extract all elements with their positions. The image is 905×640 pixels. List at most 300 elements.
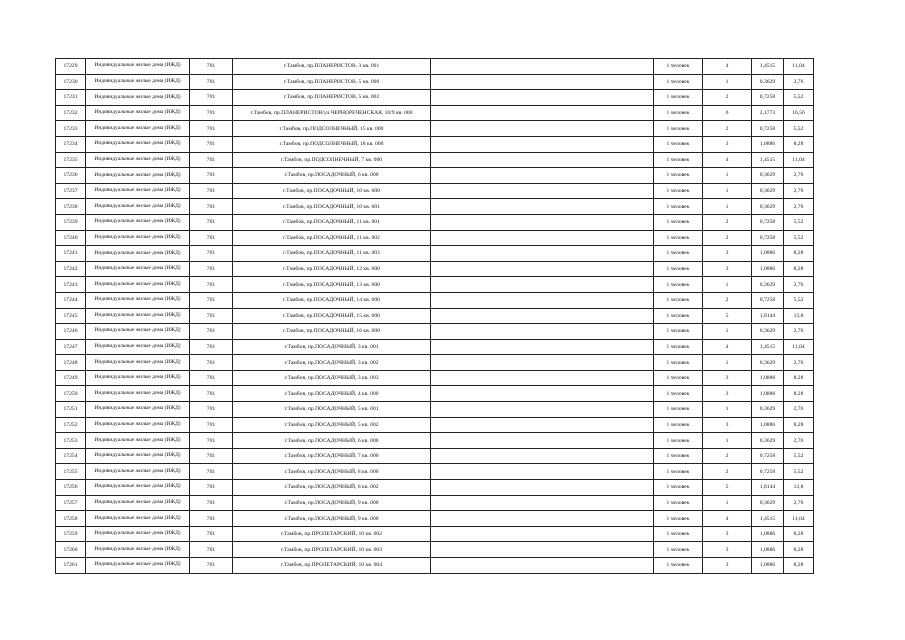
cell-code: 701 bbox=[190, 324, 233, 340]
cell-resident-count: 4 bbox=[703, 339, 752, 355]
cell-unit: 1 человек bbox=[654, 277, 703, 293]
cell-address: г.Тамбов, пр.ПОСАДОЧНЫЙ, 10 кв. 001 bbox=[233, 199, 431, 215]
cell-code: 701 bbox=[190, 495, 233, 511]
cell-address: г.Тамбов, пр.ПОСАДОЧНЫЙ, 11 кв. 003 bbox=[233, 246, 431, 262]
table-row bbox=[56, 433, 814, 449]
cell-volume: 11,04 bbox=[784, 152, 814, 168]
cell-volume: 5,52 bbox=[784, 121, 814, 137]
table-row bbox=[56, 480, 814, 496]
cell-record-id: 17242 bbox=[56, 261, 86, 277]
cell-volume: 11,04 bbox=[784, 339, 814, 355]
cell-unit: 1 человек bbox=[654, 74, 703, 90]
cell-volume: 13,8 bbox=[784, 480, 814, 496]
cell-property-type: Индивидуальные жилые дома (ИЖД) bbox=[86, 308, 190, 324]
cell-record-id: 17251 bbox=[56, 402, 86, 418]
cell-volume: 2,76 bbox=[784, 433, 814, 449]
cell-volume: 2,76 bbox=[784, 199, 814, 215]
cell-empty bbox=[431, 558, 654, 574]
cell-empty bbox=[431, 464, 654, 480]
cell-volume: 2,76 bbox=[784, 183, 814, 199]
cell-coefficient: 0,7258 bbox=[752, 90, 784, 106]
cell-record-id: 17259 bbox=[56, 526, 86, 542]
cell-empty bbox=[431, 230, 654, 246]
cell-unit: 1 человек bbox=[654, 324, 703, 340]
table-row bbox=[56, 90, 814, 106]
cell-property-type: Индивидуальные жилые дома (ИЖД) bbox=[86, 277, 190, 293]
cell-address: г.Тамбов, пр.ПОСАДОЧНЫЙ, 15 кв. 000 bbox=[233, 308, 431, 324]
table-row bbox=[56, 370, 814, 386]
table-row bbox=[56, 105, 814, 121]
cell-coefficient: 1,0886 bbox=[752, 370, 784, 386]
table-row bbox=[56, 308, 814, 324]
cell-code: 701 bbox=[190, 417, 233, 433]
cell-resident-count: 1 bbox=[703, 495, 752, 511]
cell-coefficient: 1,4515 bbox=[752, 511, 784, 527]
cell-property-type: Индивидуальные жилые дома (ИЖД) bbox=[86, 90, 190, 106]
table-row bbox=[56, 74, 814, 90]
cell-volume: 5,52 bbox=[784, 448, 814, 464]
table-row bbox=[56, 417, 814, 433]
cell-property-type: Индивидуальные жилые дома (ИЖД) bbox=[86, 152, 190, 168]
cell-coefficient: 1,4515 bbox=[752, 152, 784, 168]
cell-code: 701 bbox=[190, 464, 233, 480]
cell-record-id: 17252 bbox=[56, 417, 86, 433]
cell-coefficient: 0,7258 bbox=[752, 121, 784, 137]
cell-resident-count: 2 bbox=[703, 121, 752, 137]
table-row bbox=[56, 558, 814, 574]
cell-unit: 1 человек bbox=[654, 511, 703, 527]
cell-code: 701 bbox=[190, 136, 233, 152]
cell-resident-count: 3 bbox=[703, 246, 752, 262]
cell-coefficient: 1,0886 bbox=[752, 261, 784, 277]
cell-empty bbox=[431, 324, 654, 340]
cell-empty bbox=[431, 277, 654, 293]
cell-address: г.Тамбов, пр.ПЛАНЕРИСТОВ/ул.ЧЕРНОРЕЧЕНСКАЯ, 10/9 кв. 000 bbox=[233, 105, 431, 121]
cell-coefficient: 1,0886 bbox=[752, 417, 784, 433]
cell-code: 701 bbox=[190, 183, 233, 199]
cell-empty bbox=[431, 59, 654, 75]
cell-coefficient: 0,3629 bbox=[752, 199, 784, 215]
cell-resident-count: 3 bbox=[703, 136, 752, 152]
cell-resident-count: 3 bbox=[703, 417, 752, 433]
cell-code: 701 bbox=[190, 74, 233, 90]
cell-record-id: 17254 bbox=[56, 448, 86, 464]
cell-unit: 1 человек bbox=[654, 136, 703, 152]
cell-property-type: Индивидуальные жилые дома (ИЖД) bbox=[86, 199, 190, 215]
cell-record-id: 17232 bbox=[56, 105, 86, 121]
cell-address: г.Тамбов, пр.ПОСАДОЧНЫЙ, 9 кв. 000 bbox=[233, 511, 431, 527]
table-row bbox=[56, 386, 814, 402]
cell-volume: 16,56 bbox=[784, 105, 814, 121]
cell-empty bbox=[431, 261, 654, 277]
cell-resident-count: 1 bbox=[703, 355, 752, 371]
cell-empty bbox=[431, 355, 654, 371]
cell-empty bbox=[431, 105, 654, 121]
cell-address: г.Тамбов, пр.ПОСАДОЧНЫЙ, 10 кв. 000 bbox=[233, 183, 431, 199]
cell-volume: 2,76 bbox=[784, 355, 814, 371]
cell-coefficient: 0,3629 bbox=[752, 277, 784, 293]
cell-volume: 5,52 bbox=[784, 230, 814, 246]
cell-address: г.Тамбов, пр.ПОСАДОЧНЫЙ, 3 кв. 003 bbox=[233, 370, 431, 386]
cell-coefficient: 1,0886 bbox=[752, 542, 784, 558]
cell-record-id: 17238 bbox=[56, 199, 86, 215]
cell-coefficient: 0,3629 bbox=[752, 74, 784, 90]
table-row bbox=[56, 183, 814, 199]
cell-unit: 1 человек bbox=[654, 183, 703, 199]
cell-resident-count: 1 bbox=[703, 277, 752, 293]
table-row bbox=[56, 230, 814, 246]
cell-code: 701 bbox=[190, 277, 233, 293]
cell-volume: 13,8 bbox=[784, 308, 814, 324]
cell-volume: 8,28 bbox=[784, 261, 814, 277]
cell-property-type: Индивидуальные жилые дома (ИЖД) bbox=[86, 59, 190, 75]
cell-empty bbox=[431, 480, 654, 496]
cell-resident-count: 2 bbox=[703, 230, 752, 246]
cell-code: 701 bbox=[190, 152, 233, 168]
cell-address: г.Тамбов, пр.ПЛАНЕРИСТОВ, 5 кв. 000 bbox=[233, 74, 431, 90]
cell-code: 701 bbox=[190, 308, 233, 324]
table-row bbox=[56, 246, 814, 262]
cell-property-type: Индивидуальные жилые дома (ИЖД) bbox=[86, 511, 190, 527]
cell-code: 701 bbox=[190, 246, 233, 262]
cell-volume: 5,52 bbox=[784, 214, 814, 230]
cell-property-type: Индивидуальные жилые дома (ИЖД) bbox=[86, 433, 190, 449]
cell-volume: 2,76 bbox=[784, 324, 814, 340]
cell-property-type: Индивидуальные жилые дома (ИЖД) bbox=[86, 214, 190, 230]
cell-unit: 1 человек bbox=[654, 121, 703, 137]
cell-property-type: Индивидуальные жилые дома (ИЖД) bbox=[86, 339, 190, 355]
cell-unit: 1 человек bbox=[654, 214, 703, 230]
cell-volume: 5,52 bbox=[784, 90, 814, 106]
table-row bbox=[56, 199, 814, 215]
cell-resident-count: 1 bbox=[703, 402, 752, 418]
cell-record-id: 17253 bbox=[56, 433, 86, 449]
cell-record-id: 17256 bbox=[56, 480, 86, 496]
cell-resident-count: 2 bbox=[703, 90, 752, 106]
cell-property-type: Индивидуальные жилые дома (ИЖД) bbox=[86, 402, 190, 418]
cell-coefficient: 0,3629 bbox=[752, 402, 784, 418]
cell-address: г.Тамбов, пр.ПОСАДОЧНЫЙ, 14 кв. 000 bbox=[233, 292, 431, 308]
cell-record-id: 17258 bbox=[56, 511, 86, 527]
cell-record-id: 17241 bbox=[56, 246, 86, 262]
cell-coefficient: 0,3629 bbox=[752, 324, 784, 340]
cell-unit: 1 человек bbox=[654, 558, 703, 574]
cell-resident-count: 4 bbox=[703, 152, 752, 168]
cell-record-id: 17229 bbox=[56, 59, 86, 75]
cell-record-id: 17231 bbox=[56, 90, 86, 106]
cell-resident-count: 5 bbox=[703, 308, 752, 324]
cell-record-id: 17244 bbox=[56, 292, 86, 308]
table-row bbox=[56, 214, 814, 230]
cell-coefficient: 1,8144 bbox=[752, 308, 784, 324]
cell-address: г.Тамбов, пр.ПОСАДОЧНЫЙ, 3 кв. 002 bbox=[233, 355, 431, 371]
cell-empty bbox=[431, 495, 654, 511]
cell-address: г.Тамбов, пр.ПОСАДОЧНЫЙ, 3 кв. 001 bbox=[233, 339, 431, 355]
cell-empty bbox=[431, 386, 654, 402]
cell-coefficient: 0,3629 bbox=[752, 495, 784, 511]
cell-property-type: Индивидуальные жилые дома (ИЖД) bbox=[86, 121, 190, 137]
cell-address: г.Тамбов, пр.ПОДСОЛНЕЧНЫЙ, 15 кв. 000 bbox=[233, 121, 431, 137]
cell-unit: 1 человек bbox=[654, 433, 703, 449]
cell-empty bbox=[431, 292, 654, 308]
cell-property-type: Индивидуальные жилые дома (ИЖД) bbox=[86, 246, 190, 262]
cell-coefficient: 2,1773 bbox=[752, 105, 784, 121]
cell-unit: 1 человек bbox=[654, 417, 703, 433]
cell-property-type: Индивидуальные жилые дома (ИЖД) bbox=[86, 168, 190, 184]
cell-record-id: 17250 bbox=[56, 386, 86, 402]
residents-table bbox=[55, 58, 814, 574]
cell-address: г.Тамбов, пр.ПЛАНЕРИСТОВ, 5 кв. 002 bbox=[233, 90, 431, 106]
table-body bbox=[56, 59, 814, 574]
cell-volume: 8,28 bbox=[784, 136, 814, 152]
cell-address: г.Тамбов, пр.ПОСАДОЧНЫЙ, 6 кв. 000 bbox=[233, 168, 431, 184]
table-row bbox=[56, 121, 814, 137]
cell-resident-count: 3 bbox=[703, 542, 752, 558]
table-row bbox=[56, 152, 814, 168]
table-row bbox=[56, 324, 814, 340]
cell-volume: 2,76 bbox=[784, 168, 814, 184]
cell-empty bbox=[431, 246, 654, 262]
cell-coefficient: 0,7258 bbox=[752, 292, 784, 308]
cell-address: г.Тамбов, пр.ПОСАДОЧНЫЙ, 11 кв. 002 bbox=[233, 230, 431, 246]
cell-record-id: 17243 bbox=[56, 277, 86, 293]
cell-resident-count: 4 bbox=[703, 511, 752, 527]
cell-volume: 8,28 bbox=[784, 526, 814, 542]
cell-unit: 1 человек bbox=[654, 261, 703, 277]
cell-code: 701 bbox=[190, 199, 233, 215]
cell-code: 701 bbox=[190, 370, 233, 386]
table-row bbox=[56, 448, 814, 464]
cell-volume: 2,76 bbox=[784, 277, 814, 293]
cell-unit: 1 человек bbox=[654, 230, 703, 246]
cell-address: г.Тамбов, пр.ПОСАДОЧНЫЙ, 11 кв. 001 bbox=[233, 214, 431, 230]
cell-record-id: 17260 bbox=[56, 542, 86, 558]
cell-property-type: Индивидуальные жилые дома (ИЖД) bbox=[86, 526, 190, 542]
cell-coefficient: 0,3629 bbox=[752, 433, 784, 449]
cell-property-type: Индивидуальные жилые дома (ИЖД) bbox=[86, 417, 190, 433]
cell-property-type: Индивидуальные жилые дома (ИЖД) bbox=[86, 448, 190, 464]
cell-volume: 2,76 bbox=[784, 74, 814, 90]
cell-address: г.Тамбов, пр.ПОСАДОЧНЫЙ, 13 кв. 000 bbox=[233, 277, 431, 293]
cell-record-id: 17261 bbox=[56, 558, 86, 574]
cell-resident-count: 5 bbox=[703, 480, 752, 496]
cell-code: 701 bbox=[190, 292, 233, 308]
cell-unit: 1 человек bbox=[654, 246, 703, 262]
cell-empty bbox=[431, 308, 654, 324]
cell-resident-count: 3 bbox=[703, 386, 752, 402]
cell-record-id: 17246 bbox=[56, 324, 86, 340]
cell-property-type: Индивидуальные жилые дома (ИЖД) bbox=[86, 105, 190, 121]
table-row bbox=[56, 355, 814, 371]
cell-resident-count: 2 bbox=[703, 464, 752, 480]
cell-volume: 11,04 bbox=[784, 511, 814, 527]
cell-code: 701 bbox=[190, 339, 233, 355]
cell-code: 701 bbox=[190, 558, 233, 574]
cell-empty bbox=[431, 370, 654, 386]
cell-unit: 1 человек bbox=[654, 464, 703, 480]
cell-unit: 1 человек bbox=[654, 105, 703, 121]
cell-coefficient: 0,7258 bbox=[752, 448, 784, 464]
cell-empty bbox=[431, 183, 654, 199]
table-row bbox=[56, 526, 814, 542]
cell-empty bbox=[431, 214, 654, 230]
cell-record-id: 17230 bbox=[56, 74, 86, 90]
cell-resident-count: 2 bbox=[703, 214, 752, 230]
cell-address: г.Тамбов, пр.ПОСАДОЧНЫЙ, 6 кв. 000 bbox=[233, 433, 431, 449]
cell-unit: 1 человек bbox=[654, 292, 703, 308]
cell-property-type: Индивидуальные жилые дома (ИЖД) bbox=[86, 230, 190, 246]
cell-code: 701 bbox=[190, 511, 233, 527]
cell-volume: 8,28 bbox=[784, 386, 814, 402]
cell-code: 701 bbox=[190, 230, 233, 246]
cell-address: г.Тамбов, пр.ПОСАДОЧНЫЙ, 5 кв. 001 bbox=[233, 402, 431, 418]
cell-record-id: 17255 bbox=[56, 464, 86, 480]
cell-unit: 1 человек bbox=[654, 370, 703, 386]
cell-resident-count: 1 bbox=[703, 324, 752, 340]
cell-volume: 11,04 bbox=[784, 59, 814, 75]
cell-record-id: 17248 bbox=[56, 355, 86, 371]
cell-unit: 1 человек bbox=[654, 480, 703, 496]
cell-code: 701 bbox=[190, 480, 233, 496]
cell-code: 701 bbox=[190, 168, 233, 184]
table-row bbox=[56, 339, 814, 355]
table-row bbox=[56, 168, 814, 184]
cell-unit: 1 человек bbox=[654, 339, 703, 355]
cell-code: 701 bbox=[190, 448, 233, 464]
cell-empty bbox=[431, 511, 654, 527]
cell-empty bbox=[431, 168, 654, 184]
cell-unit: 1 человек bbox=[654, 168, 703, 184]
cell-property-type: Индивидуальные жилые дома (ИЖД) bbox=[86, 324, 190, 340]
cell-property-type: Индивидуальные жилые дома (ИЖД) bbox=[86, 480, 190, 496]
cell-code: 701 bbox=[190, 433, 233, 449]
cell-unit: 1 человек bbox=[654, 542, 703, 558]
cell-address: г.Тамбов, пр.ПРОЛЕТАРСКИЙ, 10 кв. 002 bbox=[233, 526, 431, 542]
cell-volume: 5,52 bbox=[784, 464, 814, 480]
cell-unit: 1 человек bbox=[654, 448, 703, 464]
cell-address: г.Тамбов, пр.ПОСАДОЧНЫЙ, 16 кв. 000 bbox=[233, 324, 431, 340]
cell-code: 701 bbox=[190, 59, 233, 75]
cell-property-type: Индивидуальные жилые дома (ИЖД) bbox=[86, 183, 190, 199]
cell-empty bbox=[431, 121, 654, 137]
cell-address: г.Тамбов, пр.ПОСАДОЧНЫЙ, 12 кв. 000 bbox=[233, 261, 431, 277]
cell-property-type: Индивидуальные жилые дома (ИЖД) bbox=[86, 355, 190, 371]
cell-record-id: 17247 bbox=[56, 339, 86, 355]
table-row bbox=[56, 542, 814, 558]
cell-address: г.Тамбов, пр.ПОСАДОЧНЫЙ, 8 кв. 002 bbox=[233, 480, 431, 496]
table-row bbox=[56, 495, 814, 511]
table-row bbox=[56, 136, 814, 152]
cell-volume: 2,76 bbox=[784, 495, 814, 511]
cell-volume: 8,28 bbox=[784, 558, 814, 574]
cell-address: г.Тамбов, пр.ПОСАДОЧНЫЙ, 9 кв. 000 bbox=[233, 495, 431, 511]
cell-empty bbox=[431, 433, 654, 449]
table-row bbox=[56, 464, 814, 480]
cell-property-type: Индивидуальные жилые дома (ИЖД) bbox=[86, 370, 190, 386]
cell-empty bbox=[431, 199, 654, 215]
cell-coefficient: 1,0886 bbox=[752, 386, 784, 402]
cell-code: 701 bbox=[190, 261, 233, 277]
cell-volume: 8,28 bbox=[784, 370, 814, 386]
cell-address: г.Тамбов, пр.ПОСАДОЧНЫЙ, 5 кв. 002 bbox=[233, 417, 431, 433]
cell-address: г.Тамбов, пр.ПОДСОЛНЕЧНЫЙ, 18 кв. 000 bbox=[233, 136, 431, 152]
cell-resident-count: 3 bbox=[703, 261, 752, 277]
cell-address: г.Тамбов, пр.ПЛАНЕРИСТОВ, 3 кв. 001 bbox=[233, 59, 431, 75]
cell-resident-count: 3 bbox=[703, 558, 752, 574]
cell-unit: 1 человек bbox=[654, 495, 703, 511]
table-row bbox=[56, 292, 814, 308]
cell-code: 701 bbox=[190, 386, 233, 402]
cell-coefficient: 0,7258 bbox=[752, 230, 784, 246]
cell-unit: 1 человек bbox=[654, 152, 703, 168]
cell-coefficient: 1,8144 bbox=[752, 480, 784, 496]
cell-volume: 8,28 bbox=[784, 246, 814, 262]
cell-property-type: Индивидуальные жилые дома (ИЖД) bbox=[86, 386, 190, 402]
cell-coefficient: 1,4515 bbox=[752, 59, 784, 75]
cell-resident-count: 1 bbox=[703, 74, 752, 90]
cell-empty bbox=[431, 339, 654, 355]
cell-property-type: Индивидуальные жилые дома (ИЖД) bbox=[86, 495, 190, 511]
cell-code: 701 bbox=[190, 542, 233, 558]
cell-empty bbox=[431, 448, 654, 464]
cell-property-type: Индивидуальные жилые дома (ИЖД) bbox=[86, 558, 190, 574]
cell-unit: 1 человек bbox=[654, 402, 703, 418]
cell-address: г.Тамбов, пр.ПОСАДОЧНЫЙ, 4 кв. 000 bbox=[233, 386, 431, 402]
cell-property-type: Индивидуальные жилые дома (ИЖД) bbox=[86, 292, 190, 308]
cell-resident-count: 4 bbox=[703, 59, 752, 75]
cell-resident-count: 1 bbox=[703, 168, 752, 184]
cell-unit: 1 человек bbox=[654, 355, 703, 371]
cell-coefficient: 1,4515 bbox=[752, 339, 784, 355]
table-row bbox=[56, 261, 814, 277]
cell-empty bbox=[431, 417, 654, 433]
cell-address: г.Тамбов, пр.ПОСАДОЧНЫЙ, 7 кв. 000 bbox=[233, 448, 431, 464]
cell-resident-count: 3 bbox=[703, 370, 752, 386]
cell-unit: 1 человек bbox=[654, 526, 703, 542]
cell-record-id: 17235 bbox=[56, 152, 86, 168]
cell-property-type: Индивидуальные жилые дома (ИЖД) bbox=[86, 261, 190, 277]
cell-code: 701 bbox=[190, 90, 233, 106]
cell-record-id: 17237 bbox=[56, 183, 86, 199]
cell-resident-count: 2 bbox=[703, 448, 752, 464]
cell-record-id: 17233 bbox=[56, 121, 86, 137]
cell-record-id: 17257 bbox=[56, 495, 86, 511]
cell-resident-count: 1 bbox=[703, 433, 752, 449]
cell-code: 701 bbox=[190, 105, 233, 121]
cell-volume: 8,28 bbox=[784, 542, 814, 558]
table-row bbox=[56, 59, 814, 75]
cell-code: 701 bbox=[190, 526, 233, 542]
cell-unit: 1 человек bbox=[654, 199, 703, 215]
cell-coefficient: 0,7258 bbox=[752, 464, 784, 480]
cell-resident-count: 1 bbox=[703, 199, 752, 215]
cell-unit: 1 человек bbox=[654, 386, 703, 402]
cell-resident-count: 6 bbox=[703, 105, 752, 121]
cell-empty bbox=[431, 542, 654, 558]
cell-empty bbox=[431, 402, 654, 418]
cell-empty bbox=[431, 90, 654, 106]
cell-empty bbox=[431, 152, 654, 168]
cell-property-type: Индивидуальные жилые дома (ИЖД) bbox=[86, 136, 190, 152]
cell-unit: 1 человек bbox=[654, 90, 703, 106]
cell-record-id: 17249 bbox=[56, 370, 86, 386]
cell-coefficient: 1,0886 bbox=[752, 526, 784, 542]
cell-property-type: Индивидуальные жилые дома (ИЖД) bbox=[86, 74, 190, 90]
cell-coefficient: 0,3629 bbox=[752, 355, 784, 371]
cell-coefficient: 1,0886 bbox=[752, 246, 784, 262]
cell-coefficient: 0,7258 bbox=[752, 214, 784, 230]
cell-address: г.Тамбов, пр.ПОСАДОЧНЫЙ, 8 кв. 000 bbox=[233, 464, 431, 480]
